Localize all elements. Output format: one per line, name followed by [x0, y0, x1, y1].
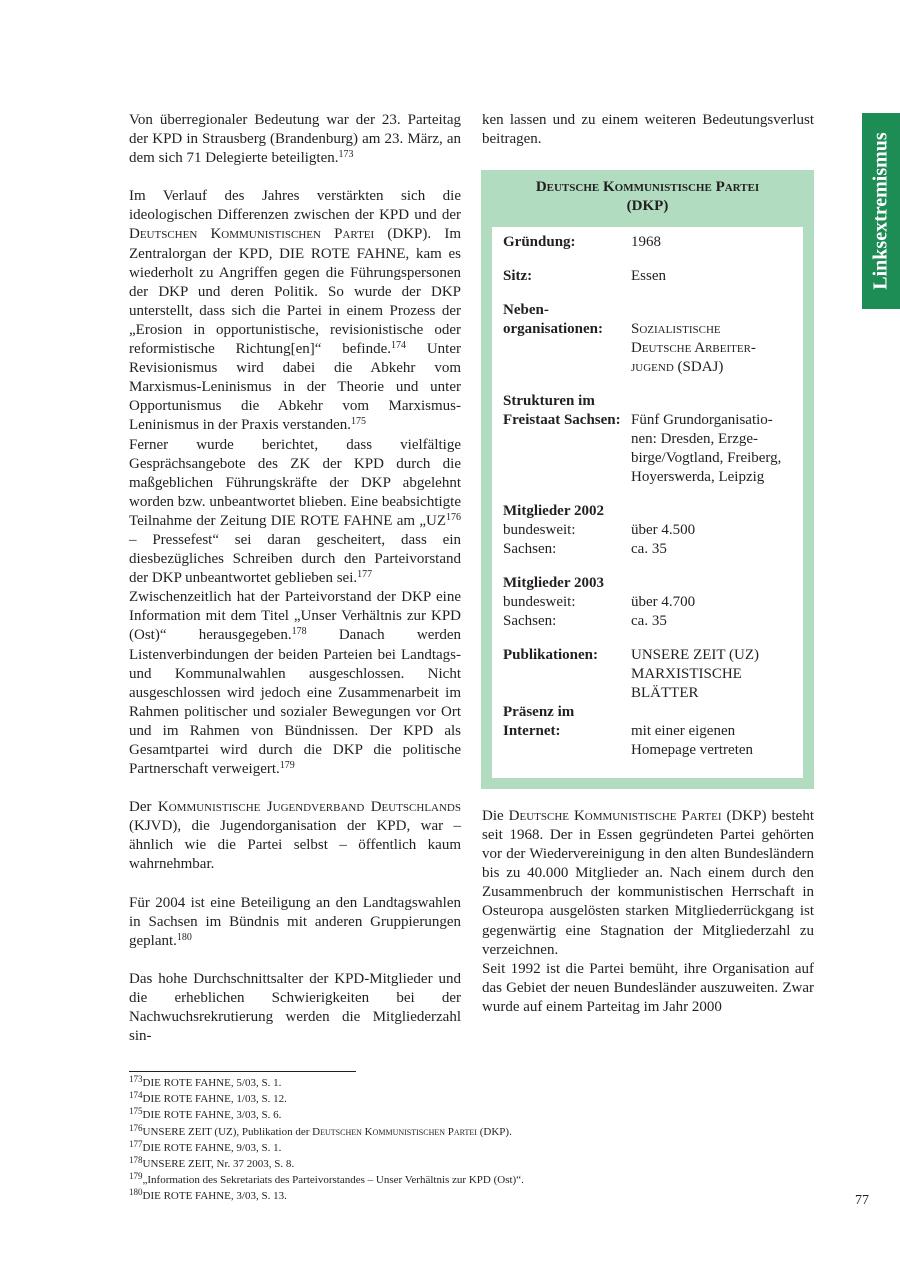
section-tab-label: Linksextremismus: [869, 132, 892, 290]
footnote-ref[interactable]: 175: [351, 416, 367, 428]
mitglieder-2002-sachsen-value: ca. 35: [631, 541, 667, 557]
footnote-179: $^{179}$„Information des Sekretariats des Parteivorstandes – Unser Verhältnis zur KPD (Ost)“.: [129, 1171, 524, 1187]
mitglieder-2003-bund-value: über 4.700: [631, 594, 696, 610]
paragraph-durchschnittsalter: Das hohe Durchschnittsalter der KPD-Mitglieder und die erheblichen Schwierigkeiten bei der Nachwuchsrekrutierung werden die Mitgliederzahl sin-: [129, 970, 461, 1045]
footnotes: [129, 1075, 689, 1205]
paragraph-dkp-expansion: Seit 1992 ist die Partei bemüht, ihre Organisation auf das Gebiet der neuen Bundesländer auszuweiten. Zwar wurde auf einem Parteitag im Jahr 2000: [482, 960, 814, 1015]
infobox-body: [492, 227, 803, 778]
sitz-label: Sitz:: [503, 268, 533, 284]
infobox-title: Deutsche Kommunistische Partei (DKP): [535, 179, 760, 214]
mitglieder-2003-bund-label: bundesweit:: [503, 594, 576, 610]
footnote-178: $^{178}$UNSERE ZEIT, Nr. 37 2003, S. 8.: [129, 1155, 295, 1171]
paragraph-gespraechsangebote: Ferner wurde berichtet, dass vielfältige Gesprächsangebote des ZK der KPD durch die maßgeblichen Führungskräfte der DKP abgelehnt worden bzw. unbeantwortet blieben. Eine beabsichtigte Teilnahme der Zeitung DIE ROTE FAHNE am „UZ$^{176}$ – Pressefest“ sei daran gescheitert, dass ein diesbezügliches Schreiben durch den Parteivorstand der DKP unbeantwortet geblieben sei.$^{177}$: [129, 436, 461, 587]
footnote-174: $^{174}$DIE ROTE FAHNE, 1/03, S. 12.: [129, 1090, 287, 1106]
internet-label-line1: Präsenz im: [503, 704, 575, 720]
footnote-divider: [129, 1071, 356, 1072]
internet-value-line1: mit einer eigenen: [631, 723, 736, 739]
strukturen-value-line3: birge/Vogtland, Freiberg,: [631, 450, 782, 466]
paragraph-kjvd: Der Kommunistische Jugendverband Deutschlands (KJVD), die Jugendorganisation der KPD, war – ähnlich wie die Partei selbst – öffentlich kaum wahrnehmbar.: [129, 799, 461, 873]
right-column-top: [482, 111, 814, 149]
publikationen-value-line1: UNSERE ZEIT (UZ): [631, 647, 760, 663]
paragraph-kpd-parteitag: Von überregionaler Bedeutung war der 23. Parteitag der KPD in Strausberg (Brandenburg) am 23. März, an dem sich 71 Delegierte beteiligten.$^{173}$: [129, 112, 461, 167]
left-column: [129, 111, 461, 1046]
mitglieder-2003-sachsen-label: Sachsen:: [503, 613, 557, 629]
footnote-ref[interactable]: 179: [279, 760, 295, 772]
strukturen-value-line2: nen: Dresden, Erzge-: [631, 431, 759, 447]
strukturen-label-line1: Strukturen im: [503, 393, 595, 409]
publikationen-label: Publikationen:: [503, 647, 599, 663]
dkp-infobox: [481, 170, 814, 789]
strukturen-value-line1: Fünf Grundorganisatio-: [631, 412, 773, 428]
nebenorganisationen-value-line1: Sozialistische: [631, 321, 721, 337]
footnote-177: $^{177}$DIE ROTE FAHNE, 9/03, S. 1.: [129, 1138, 282, 1154]
gruendung-value: 1968: [631, 234, 661, 250]
publikationen-value-line2: MARXISTISCHE: [631, 666, 742, 682]
footnote-ref[interactable]: 177: [357, 569, 373, 581]
internet-value-line2: Homepage vertreten: [631, 742, 754, 758]
gruendung-label: Gründung:: [503, 234, 576, 250]
nebenorganisationen-label-line2: organisationen:: [503, 321, 604, 337]
paragraph-landtagswahlen-2004: Für 2004 ist eine Beteiligung an den Landtagswahlen in Sachsen im Bündnis mit anderen Gruppierungen geplant.$^{180}$: [129, 894, 461, 949]
footnote-ref[interactable]: 174: [391, 340, 407, 352]
paragraph-continuation: ken lassen und zu einem weiteren Bedeutungsverlust beitragen.: [482, 112, 814, 148]
mitglieder-2003-sachsen-value: ca. 35: [631, 613, 667, 629]
right-column-bottom: [482, 807, 814, 1017]
mitglieder-2002-bund-value: über 4.500: [631, 522, 696, 538]
nebenorganisationen-value-line3: jugend (SDAJ): [631, 359, 724, 375]
footnote-176: $^{176}$UNSERE ZEIT (UZ), Publikation der Deutschen Kommunistischen Partei (DKP).: [129, 1122, 512, 1138]
footnote-173: $^{173}$DIE ROTE FAHNE, 5/03, S. 1.: [129, 1074, 282, 1089]
nebenorganisationen-label-line1: Neben-: [503, 302, 549, 318]
strukturen-value-line4: Hoyerswerda, Leipzig: [631, 469, 765, 485]
mitglieder-2002-label: Mitglieder 2002: [503, 503, 604, 519]
paragraph-dkp-history: Die Deutsche Kommunistische Partei (DKP) besteht seit 1968. Der in Essen gegründeten Partei gehörten vor der Wiedervereinigung in den alten Bundesländern bis zu 40.000 Mitglieder an. Nach einem durch den Zusammenbruch der kommunistischen Herrschaft in Osteuropa ausgelösten starken Mitgliederrückgang ist gegenwärtig eine Stagnation der Mitgliederzahl zu verzeichnen.: [482, 808, 814, 958]
footnote-ref[interactable]: 178: [291, 626, 307, 638]
strukturen-label-line2: Freistaat Sachsen:: [503, 412, 621, 428]
nebenorganisationen-value-line2: Deutsche Arbeiter-: [631, 340, 756, 356]
footnote-ref[interactable]: 180: [176, 931, 192, 943]
footnote-180: $^{180}$DIE ROTE FAHNE, 3/03, S. 13.: [129, 1187, 287, 1203]
footnote-175: $^{175}$DIE ROTE FAHNE, 3/03, S. 6.: [129, 1106, 282, 1122]
section-tab: [862, 113, 900, 309]
page-number: 77: [855, 1193, 869, 1208]
paragraph-parteivorstand-information: Zwischenzeitlich hat der Parteivorstand der DKP eine Information mit dem Titel „Unser Verhältnis zur KPD (Ost)“ herausgegeben.$^{178}$ Danach werden Listenverbindungen der beiden Parteien bei Landtags- und Kommunalwahlen ausgeschlossen. Nicht ausgeschlossen wird jedoch eine Zusammenarbeit im Rahmen politischer und sozialer Bewegungen vor Ort und im Rahmen von Bündnissen. Der KPD als Gesamtpartei wird durch die DKP die politische Partnerschaft verweigert.$^{179}$: [129, 589, 462, 778]
mitglieder-2002-sachsen-label: Sachsen:: [503, 541, 557, 557]
mitglieder-2003-label: Mitglieder 2003: [503, 575, 604, 591]
footnote-ref[interactable]: 173: [338, 149, 354, 161]
paragraph-ideological-differences: Im Verlauf des Jahres verstärkten sich die ideologischen Differenzen zwischen der KPD und der Deutschen Kommunistischen Partei (DKP). Im Zentralorgan der KPD, DIE ROTE FAHNE, kam es wiederholt zu Angriffen gegen die Führungspersonen der DKP und deren Politik. So wurde der DKP unterstellt, dass sich die Partei in einem Prozess der „Erosion in opportunistische, revisionistische oder reformistische Richtung[en]“ befinde.$^{174}$ Unter Revisionismus wird dabei die Abkehr vom Marxismus-Leninismus in der Theorie und unter Opportunismus die Abkehr vom Marxismus-Leninismus in der Praxis verstanden.$^{175}$: [129, 188, 462, 434]
internet-label-line2: Internet:: [503, 723, 561, 739]
footnote-ref[interactable]: 176: [446, 511, 461, 523]
mitglieder-2002-bund-label: bundesweit:: [503, 522, 576, 538]
publikationen-value-line3: BLÄTTER: [631, 685, 699, 701]
sitz-value: Essen: [631, 268, 666, 284]
